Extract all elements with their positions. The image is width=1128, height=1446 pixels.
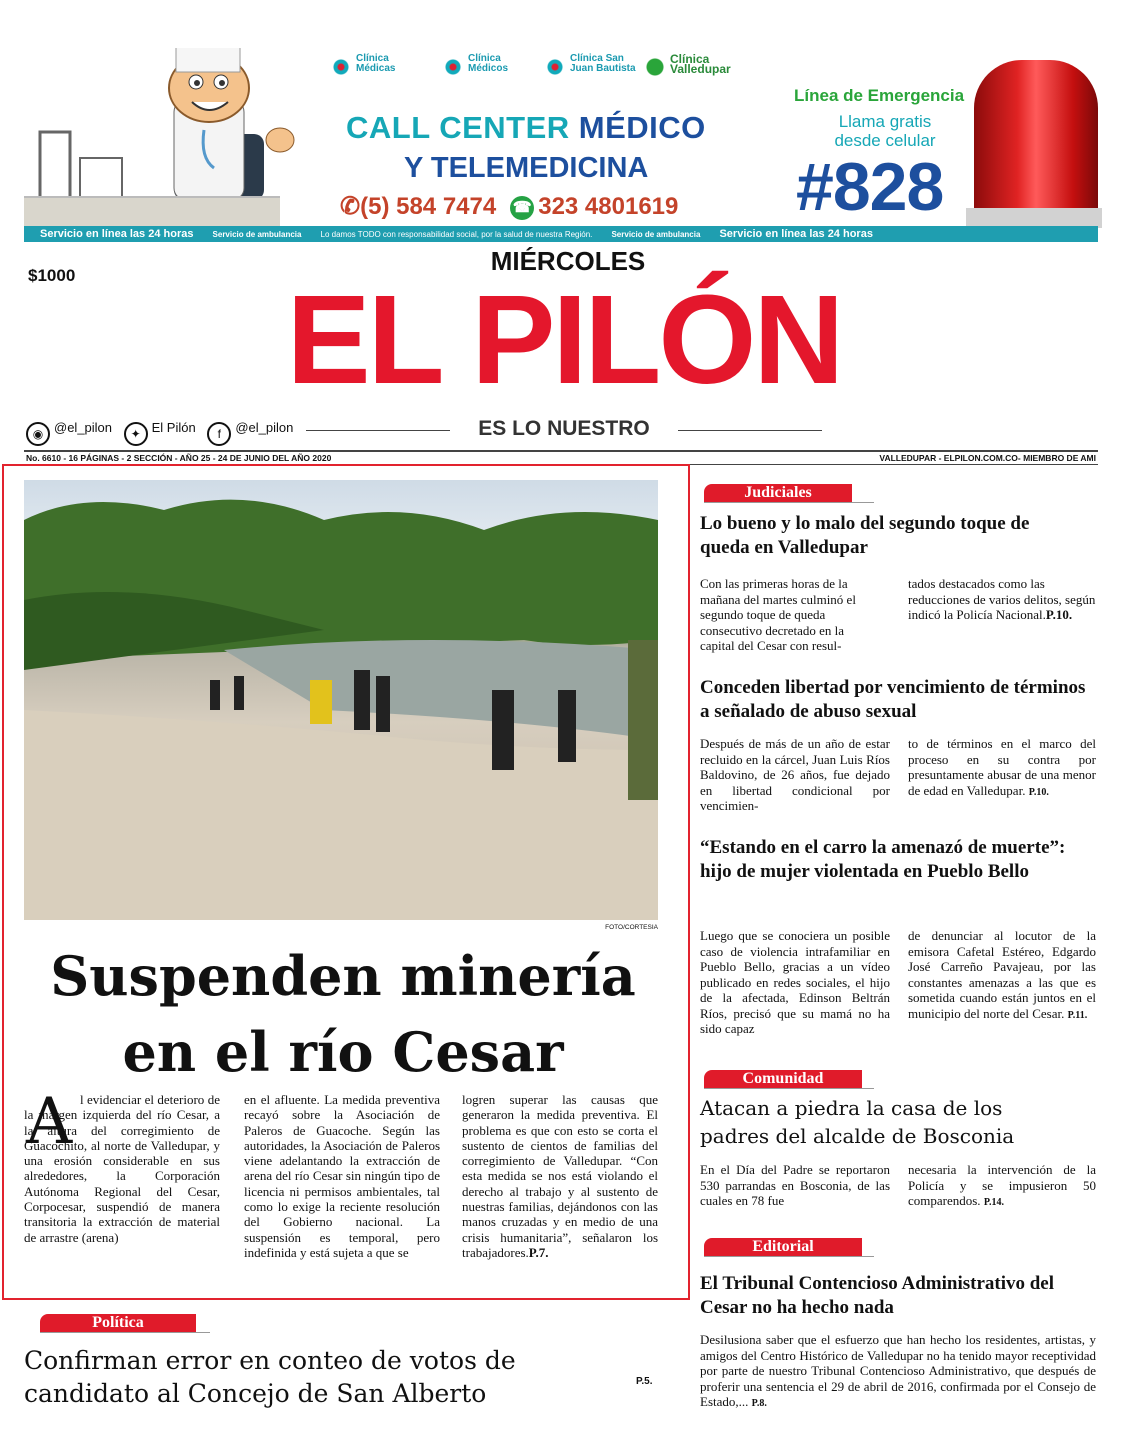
section-rule xyxy=(40,1332,210,1333)
clinic-logo-valledupar: Clínica Valledupar xyxy=(644,52,754,92)
section-comunidad[interactable]: Comunidad xyxy=(704,1070,862,1088)
ribbon-item: Servicio en línea las 24 horas xyxy=(719,228,873,240)
siren-icon xyxy=(974,60,1098,226)
price: $1000 xyxy=(28,266,76,285)
twitter-icon[interactable]: ✦ xyxy=(124,422,148,446)
emergency-number[interactable]: #828 xyxy=(796,149,944,225)
article-title-bosconia[interactable]: Atacan a piedra la casa de los padres del alcalde de Bosconia xyxy=(700,1096,1015,1148)
clinic-logo-medicas: Clínica Médicas xyxy=(330,52,430,92)
ribbon-item: Servicio de ambulancia xyxy=(212,230,302,239)
emergency-title: Línea de Emergencia xyxy=(794,86,965,105)
river-photo[interactable] xyxy=(24,480,658,920)
photo-credit: FOTO/CORTESIA xyxy=(605,924,658,931)
newspaper-logo[interactable]: EL PILÓN xyxy=(286,269,842,410)
article-title-toque[interactable]: Lo bueno y lo malo del segundo toque de queda en Valledupar xyxy=(700,513,1030,558)
section-editorial[interactable]: Editorial xyxy=(704,1238,862,1256)
drop-cap: A xyxy=(26,1085,73,1159)
ribbon-item: Servicio de ambulancia xyxy=(611,230,701,239)
ribbon-item: Servicio en línea las 24 horas xyxy=(40,228,194,240)
article-text: Después de más de un año de estar recluido en la cárcel, Juan Luis Ríos Baldovino, de 26 años, fue dejado en libertad condicional por vencimien- xyxy=(700,736,890,813)
clinic-logo-medicos: Clínica Médicos xyxy=(442,52,542,92)
story-column-1: l evidenciar el deterioro de la margen izquierda del río Cesar, a la altura del corregimiento de Guacochito, al norte de Valledupar, y una erosión considerable en sus alrededores, la Corporación Autónoma Regional del Cesar, Corpocesar, suspendió de manera transitoria la extracción de material de arrastre (arena) xyxy=(24,1092,220,1245)
services-ribbon xyxy=(24,226,1098,242)
instagram-handle[interactable]: @el_pilon xyxy=(54,420,113,435)
phone-numbers[interactable] xyxy=(340,192,678,221)
issue-info: No. 6610 - 16 PÁGINAS - 2 SECCIÓN - AÑO 25 - 24 DE JUNIO DEL AÑO 2020 xyxy=(26,453,332,463)
facebook-handle[interactable]: @el_pilon xyxy=(235,420,294,435)
clinic-logo-san-juan-bautista: Clínica San Juan Bautista xyxy=(544,52,644,92)
article-title-pueblo-bello[interactable]: “Estando en el carro la amenazó de muerte”: hijo de mujer violentada en Pueblo Bello xyxy=(700,837,1066,882)
section-rule xyxy=(704,1256,874,1257)
social-links xyxy=(26,420,301,446)
facebook-icon[interactable]: f xyxy=(207,422,231,446)
site-info: VALLEDUPAR - ELPILON.COM.CO- MIEMBRO DE AMI xyxy=(879,453,1096,463)
whatsapp-number: 323 4801619 xyxy=(538,193,679,220)
telemedicine-heading: Y TELEMEDICINA xyxy=(404,152,649,184)
twitter-handle[interactable]: El Pilón xyxy=(151,420,196,435)
article-text: En el Día del Padre se reportaron 530 parrandas en Bosconia, de las cuales en 78 fue xyxy=(700,1162,890,1208)
article-text: Con las primeras horas de la mañana del martes culminó el segundo toque de queda consecutivo decretado en la capital del Cesar con resul- xyxy=(700,576,856,653)
section-rule xyxy=(704,502,874,503)
instagram-icon[interactable]: ◉ xyxy=(26,422,50,446)
section-politica[interactable]: Política xyxy=(40,1314,196,1332)
article-text: to de términos en el marco del proceso en su contra por presuntamente abusar de una menor de edad en Valledupar. P.10. xyxy=(908,736,1096,798)
phone-icon: ✆ xyxy=(340,193,361,220)
main-headline[interactable]: Suspenden minería en el río Cesar xyxy=(50,944,636,1084)
story-column-2: en el afluente. La medida preventiva recayó sobre la Asociación de Paleros de Guacoche. Según las autoridades, la Asociación de Paleros viene adelantando la extracción de arena del río Cesar sin ningún tipo de licencia ni permisos ambientales, tal como lo exige la reciente resolución del Gobierno nacional. La suspensión es temporal, pero indefinida y está sujeta a que se xyxy=(244,1092,440,1260)
story-column-3: logren superar las causas que generaron la medida preventiva. El problema es que con esto se corta el sustento de cientos de familias del corregimiento de Valledupar. “Con esta medida se nos está violando el derecho al trabajo y al sustento de nuestras familias, dejándonos con las manos cruzadas y en medio de una crisis humanitaria”, señalaron los trabajadores.P.7. xyxy=(462,1092,658,1260)
weekday: MIÉRCOLES xyxy=(490,246,646,276)
ribbon-item: Lo damos TODO con responsabilidad social, por la salud de nuestra Región. xyxy=(320,230,593,239)
article-title-san-alberto[interactable]: Confirman error en conteo de votos de candidato al Concejo de San Alberto xyxy=(24,1346,516,1408)
section-rule xyxy=(704,1088,874,1089)
phone-number: (5) 584 7474 xyxy=(360,193,497,220)
siren-base xyxy=(966,208,1102,228)
article-text: necesaria la intervención de la Policía y se impusieron 50 comparendos. P.14. xyxy=(908,1162,1096,1208)
whatsapp-icon: ☎ xyxy=(510,196,534,220)
desk-illustration xyxy=(24,196,280,228)
article-title-libertad[interactable]: Conceden libertad por vencimiento de términos a señalado de abuso sexual xyxy=(700,677,1086,722)
article-title-tribunal[interactable]: El Tribunal Contencioso Administrativo del Cesar no ha hecho nada xyxy=(700,1273,1055,1318)
article-text: de denunciar al locutor de la emisora Cafetal Estéreo, Edgardo José Carreño Pavajeau, por las constantes amenazas a las que es sometida cuando están juntos en el municipio del norte del Cesar. P.11. xyxy=(908,928,1096,1021)
article-text: Luego que se conociera un posible caso de violencia intrafamiliar en Pueblo Bello, gracias a un vídeo publicado en redes sociales, el hijo de la afectada, Edinson Beltrán Ríos, precisó que su mamá no ha sido capaz xyxy=(700,928,890,1036)
masthead-divider xyxy=(24,450,1098,452)
article-text: tados destacados como las reducciones de varios delitos, según indicó la Policía Nacional.P.10. xyxy=(908,576,1096,622)
call-center-heading: CALL CENTER MÉDICO xyxy=(346,110,706,145)
editorial-text: Desilusiona saber que el esfuerzo que han hecho los residentes, artistas, y amigos del Centro Histórico de Valledupar no ha tenido mayor receptividad por parte de nuestro Tribunal Contencioso Administrativo, que después de proferir una sentencia el 29 de abril de 2016, confirmada por el Consejo de Estado,... P.8. xyxy=(700,1332,1096,1409)
page-reference: P.5. xyxy=(636,1376,653,1387)
slogan: ES LO NUESTRO xyxy=(450,417,678,441)
emergency-text: Llama gratis desde celular xyxy=(834,112,936,150)
section-judiciales[interactable]: Judiciales xyxy=(704,484,852,502)
